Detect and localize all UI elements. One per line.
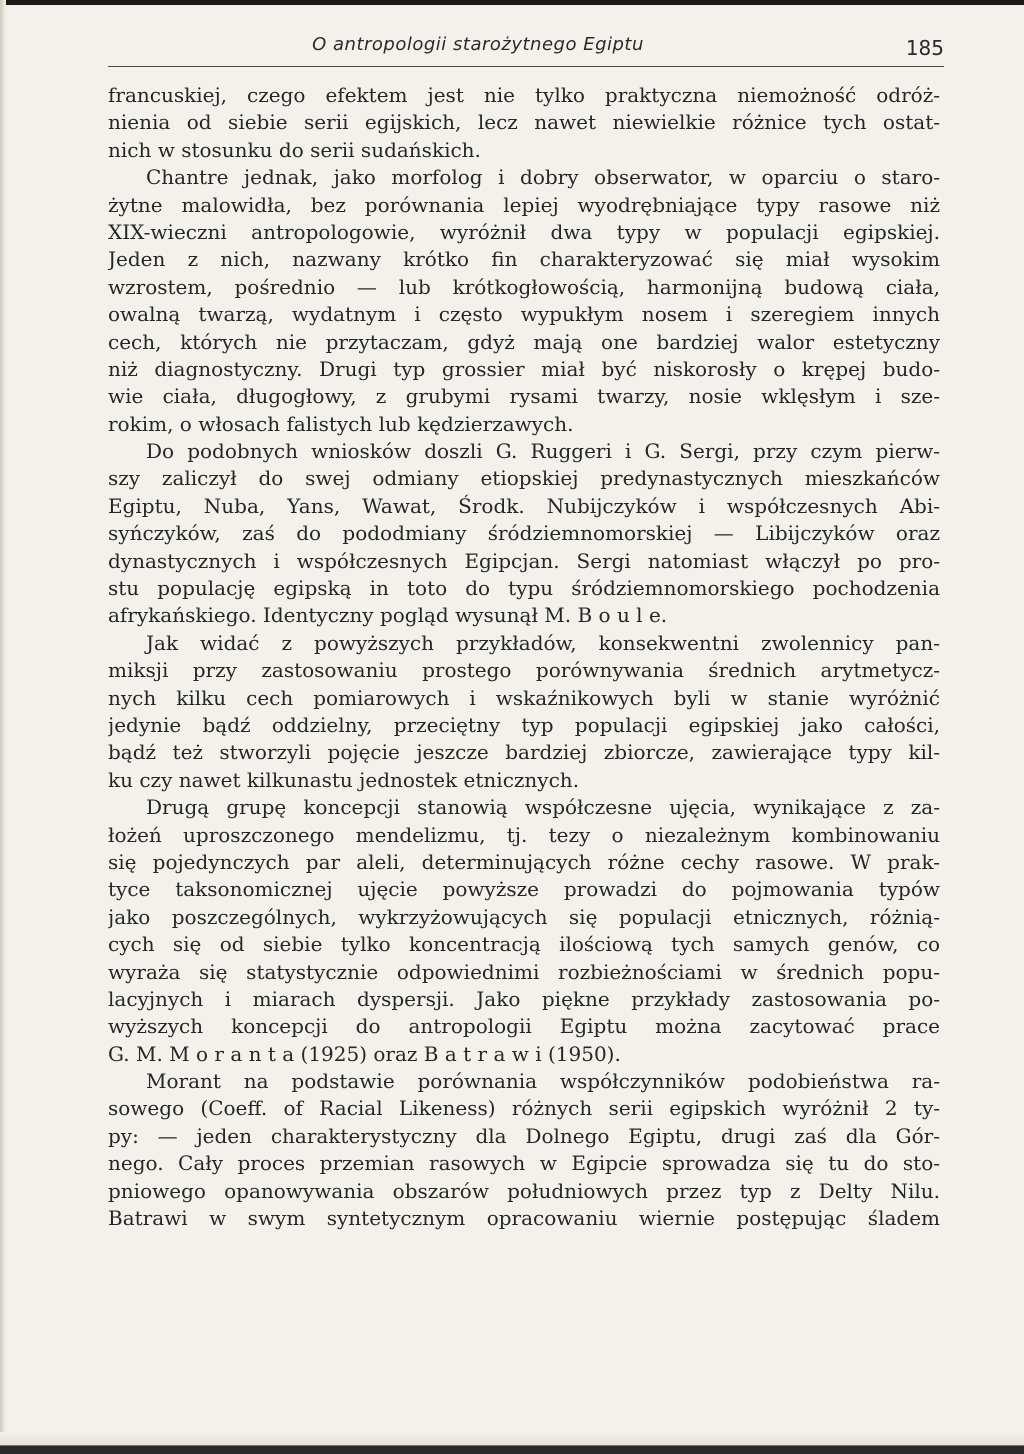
text-line: Drugą grupę koncepcji stanowią współczesne ujęcia, wynikające z za- xyxy=(146,795,940,820)
text-line: G. M. M o r a n t a (1925) oraz B a t r a w i (1950). xyxy=(108,1041,621,1066)
text-line: wyższych koncepcji do antropologii Egiptu można zacytować prace xyxy=(108,1014,940,1039)
text-line: py: — jeden charakterystyczny dla Dolnego Egiptu, drugi zaś dla Gór- xyxy=(108,1123,940,1148)
text-line: Jak widać z powyższych przykładów, konsekwentni zwolennicy pan- xyxy=(146,630,940,655)
text-line: nienia od siebie serii egijskich, lecz nawet niewielkie różnice tych ostat- xyxy=(108,110,940,135)
text-line: stu populację egipską in toto do typu śródziemnomorskiego pochodzenia xyxy=(108,576,940,601)
text-line: jako poszczególnych, wykrzyżowujących się populacji etnicznych, różnią- xyxy=(108,904,940,929)
binding-shadow xyxy=(0,0,6,1454)
text-line: nych kilku cech pomiarowych i wskaźnikowych byli w stanie wyróżnić xyxy=(108,685,940,710)
text-line: Morant na podstawie porównania współczynników podobieństwa ra- xyxy=(146,1069,940,1094)
text-line: żytne malowidła, bez porównania lepiej wyodrębniające typy rasowe niż xyxy=(108,192,940,217)
text-line: ku czy nawet kilkunastu jednostek etnicznych. xyxy=(108,767,580,792)
text-line: lacyjnych i miarach dyspersji. Jako piękne przykłady zastosowania po- xyxy=(108,986,940,1011)
text-line: rokim, o włosach falistych lub kędzierzawych. xyxy=(108,411,574,436)
text-line: tyce taksonomicznej ujęcie powyższe prowadzi do pojmowania typów xyxy=(108,877,940,902)
text-line: afrykańskiego. Identyczny pogląd wysunął M. B o u l e. xyxy=(108,603,668,628)
text-line: bądź też stworzyli pojęcie jeszcze bardziej zbiorcze, zawierające typy kil- xyxy=(108,740,940,765)
text-line: cych się od siebie tylko koncentracją ilościową tych samych genów, co xyxy=(108,932,940,957)
text-line: miksji przy zastosowaniu prostego porównywania średnich arytmetycz- xyxy=(108,658,940,683)
text-line: Jeden z nich, nazwany krótko fin charakteryzować się miał wysokim xyxy=(108,247,940,272)
text-line: dynastycznych i współczesnych Egipcjan. Sergi natomiast włączył po pro- xyxy=(108,548,940,573)
body-text xyxy=(108,82,940,1232)
running-title: O antropologii starożytnego Egiptu xyxy=(312,34,644,55)
text-line: wzrostem, pośrednio — lub krótkogłowością, harmonijną budową ciała, xyxy=(108,274,940,299)
running-head xyxy=(108,30,944,64)
page-top-edge xyxy=(0,0,1024,5)
text-line: sowego (Coeff. of Racial Likeness) różnych serii egipskich wyróżnił 2 ty- xyxy=(108,1096,940,1121)
text-line: nego. Cały proces przemian rasowych w Egipcie sprowadza się tu do sto- xyxy=(108,1151,940,1176)
text-line: cech, których nie przytaczam, gdyż mają one bardziej walor estetyczny xyxy=(108,329,940,354)
text-line: niż diagnostyczny. Drugi typ grossier miał być niskorosły o krępej budo- xyxy=(108,356,940,381)
text-line: owalną twarzą, wydatnym i często wypukłym nosem i szeregiem innych xyxy=(108,302,940,327)
text-line: wie ciała, długogłowy, z grubymi rysami twarzy, nosie wklęsłym i sze- xyxy=(108,384,940,409)
text-line: Chantre jednak, jako morfolog i dobry obserwator, w oparciu o staro- xyxy=(146,165,940,190)
page-number: 185 xyxy=(905,36,944,60)
text-line: się pojedynczych par aleli, determinujących różne cechy rasowe. W prak- xyxy=(108,849,940,874)
text-line: wyraża się statystycznie odpowiednimi rozbieżnościami w średnich popu- xyxy=(108,959,940,984)
header-rule xyxy=(108,66,944,67)
text-line: Batrawi w swym syntetycznym opracowaniu wiernie postępując śladem xyxy=(108,1206,940,1231)
text-line: francuskiej, czego efektem jest nie tylko praktyczna niemożność odróż- xyxy=(108,83,940,107)
text-line: łożeń uproszczonego mendelizmu, tj. tezy o niezależnym kombinowaniu xyxy=(108,822,940,847)
text-line: Egiptu, Nuba, Yans, Wawat, Środk. Nubijczyków i współczesnych Abi- xyxy=(108,493,940,518)
text-line: syńczyków, zaś do pododmiany śródziemnomorskiej — Libijczyków oraz xyxy=(108,521,940,546)
page-bottom-edge xyxy=(0,1432,1024,1454)
text-line: nich w stosunku do serii sudańskich. xyxy=(108,137,481,162)
text-line: szy zaliczył do swej odmiany etiopskiej predynastycznych mieszkańców xyxy=(108,466,940,491)
text-line: XIX-wieczni antropologowie, wyróżnił dwa typy w populacji egipskiej. xyxy=(108,219,940,244)
text-line: pniowego opanowywania obszarów południowych przez typ z Delty Nilu. xyxy=(108,1178,940,1203)
text-line: Do podobnych wniosków doszli G. Ruggeri i G. Sergi, przy czym pierw- xyxy=(146,439,940,464)
text-line: jedynie bądź oddzielny, przeciętny typ populacji egipskiej jako całości, xyxy=(108,712,940,737)
